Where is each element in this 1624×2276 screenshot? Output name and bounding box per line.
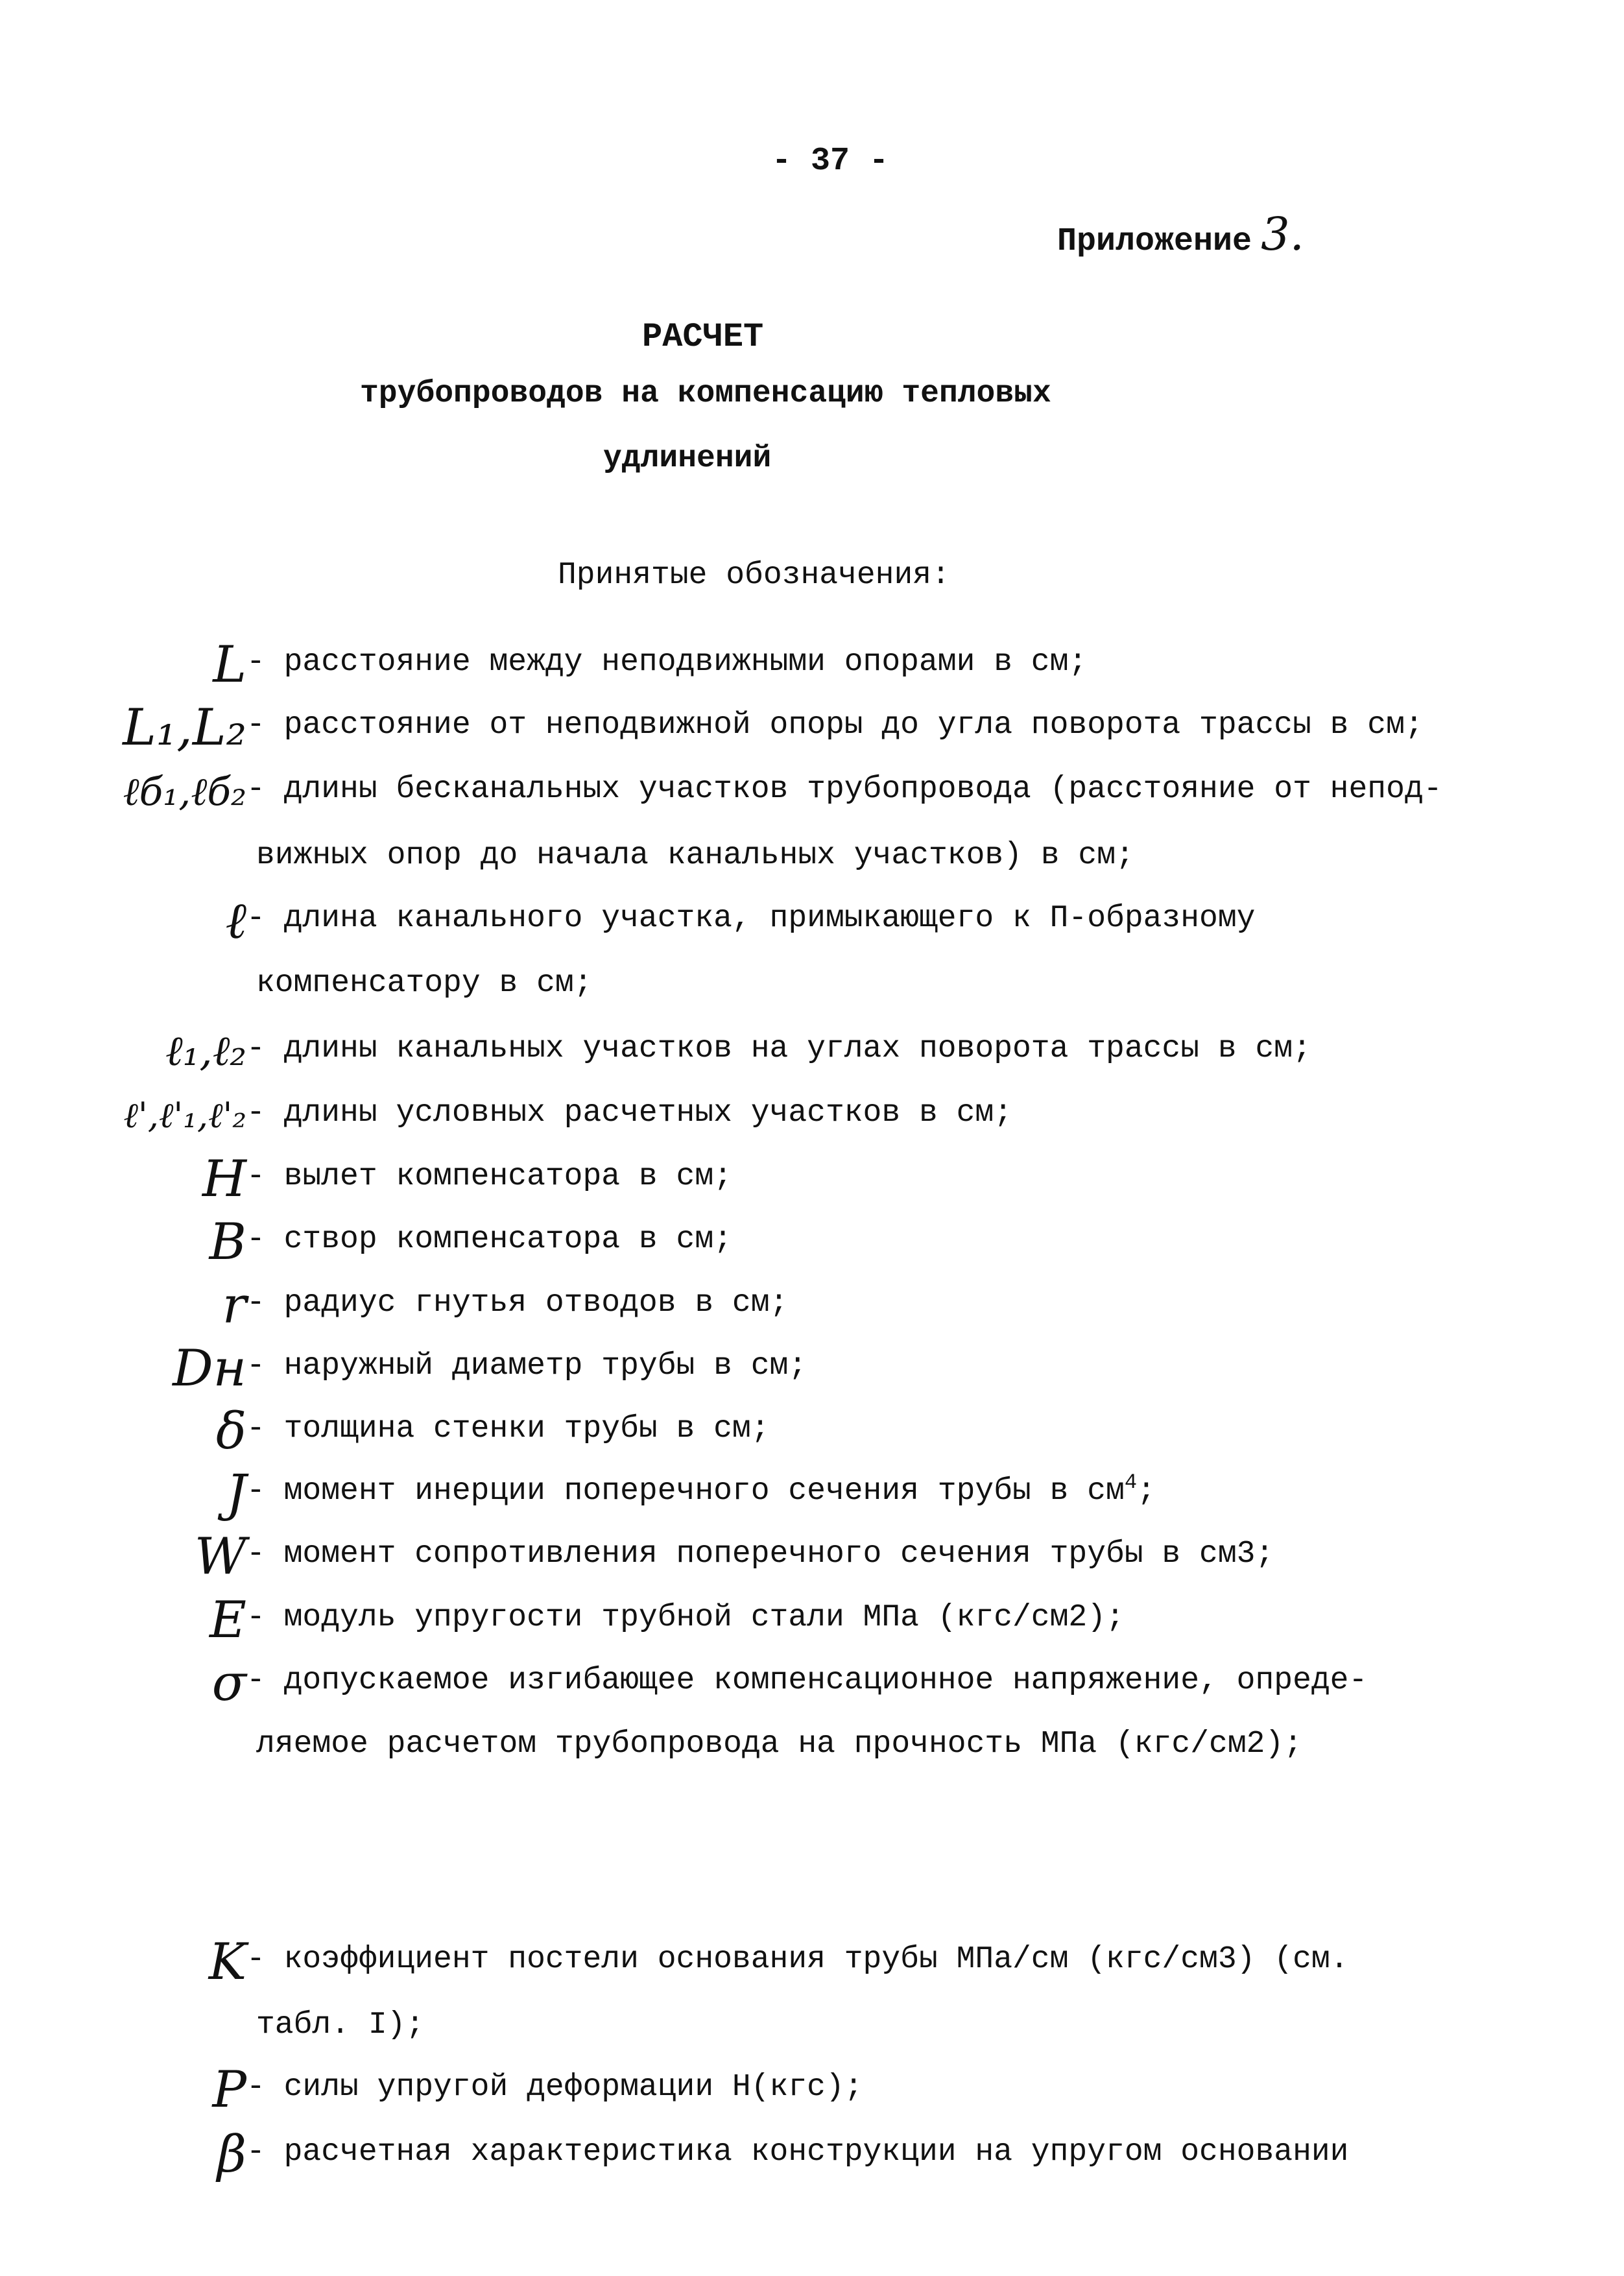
notation-item [0, 2057, 1624, 2122]
notation-description: - расстояние между неподвижными опорами в см; [246, 645, 1088, 680]
document-title: РАСЧЕТ [642, 318, 764, 356]
notation-description: - модуль упругости трубной стали МПа (кгс/см2); [246, 1600, 1125, 1635]
notation-item [0, 695, 1624, 760]
notation-description: - расчетная характеристика конструкции на упругом основании [246, 2135, 1349, 2170]
notation-symbol: P [212, 2061, 246, 2119]
notation-symbol: W [194, 1527, 246, 1586]
notation-symbol: ℓ',ℓ'₁,ℓ'₂ [123, 1095, 246, 1136]
notation-description: - толщина стенки трубы в см; [246, 1411, 770, 1446]
notation-symbol: E [209, 1591, 246, 1649]
notation-symbol: δ [216, 1402, 246, 1461]
notation-symbol: ℓ [225, 892, 246, 950]
notation-description: - створ компенсатора в см; [246, 1222, 732, 1257]
notation-item [0, 1210, 1624, 1275]
notation-item [0, 632, 1624, 697]
notation-description: - длины условных расчетных участков в см; [246, 1096, 1012, 1131]
notation-item [0, 889, 1624, 953]
notation-continuation: вижных опор до начала канальных участков) в см; [256, 838, 1134, 873]
superscript: 4 [1124, 1470, 1138, 1494]
notation-symbol: Dн [173, 1339, 246, 1398]
notation-symbol: K [208, 1933, 246, 1991]
notation-description [246, 1470, 1514, 1509]
notation-symbol: J [226, 1465, 246, 1523]
appendix-number: 3. [1261, 208, 1304, 261]
notation-item [0, 1651, 1624, 1716]
notation-item [0, 1930, 1624, 1994]
notation-symbol: σ [211, 1654, 246, 1712]
notation-symbol: H [202, 1150, 246, 1208]
notation-item [0, 2122, 1624, 2187]
notation-description: - наружный диаметр трубы в см; [246, 1348, 807, 1384]
notation-symbol: L₁,L₂ [123, 699, 246, 757]
notation-description: - момент сопротивления поперечного сечения трубы в см3; [246, 1537, 1274, 1572]
notation-symbol: B [209, 1213, 246, 1271]
notation-description-tail: ; [1137, 1474, 1156, 1509]
notation-continuation: компенсатору в см; [256, 966, 593, 1001]
notation-item [0, 1336, 1624, 1401]
notation-description: - коэффициент постели основания трубы МПа/см (кгс/см3) (см. [246, 1942, 1349, 1977]
notation-item [0, 1524, 1624, 1589]
notation-continuation: табл. I); [256, 2007, 425, 2042]
notation-item [0, 1399, 1624, 1464]
notation-symbol: L [213, 636, 246, 694]
notation-description: - силы упругой деформации Н(кгс); [246, 2070, 863, 2105]
notation-symbol: β [217, 2126, 246, 2184]
notation-description: - длины канальных участков на углах поворота трассы в см; [246, 1031, 1311, 1066]
notation-item [0, 760, 1624, 824]
notation-item [0, 1147, 1624, 1212]
appendix-label [1057, 208, 1304, 261]
notation-description: - длины бесканальных участков трубопровода (расстояние от непод- [246, 772, 1442, 807]
notation-description: - вылет компенсатора в см; [246, 1159, 732, 1194]
notation-symbol: ℓ₁,ℓ₂ [165, 1027, 246, 1075]
page-number: - 37 - [772, 143, 889, 180]
notation-description-text: - момент инерции поперечного сечения трубы в см [246, 1474, 1125, 1509]
document-subtitle-line-2: удлинений [603, 441, 772, 476]
document-subtitle-line-1: трубопроводов на компенсацию тепловых [360, 376, 1051, 411]
notation-item [0, 1588, 1624, 1653]
notation-continuation: ляемое расчетом трубопровода на прочность МПа (кгс/см2); [256, 1727, 1303, 1762]
notation-item [0, 1461, 1624, 1526]
appendix-label-text: Приложение [1057, 223, 1252, 260]
notation-item [0, 1019, 1624, 1084]
notation-description: - радиус гнутья отводов в см; [246, 1286, 789, 1321]
notation-description: - длина канального участка, примыкающего к П-образному [246, 901, 1256, 936]
notation-item [0, 1083, 1624, 1148]
notation-symbol: r [222, 1276, 246, 1335]
notation-description: - расстояние от неподвижной опоры до угла поворота трассы в см; [246, 708, 1424, 743]
notation-heading: Принятые обозначения: [558, 558, 950, 593]
notation-symbol: ℓб₁,ℓб₂ [123, 769, 246, 815]
notation-item [0, 1273, 1624, 1338]
notation-description: - допускаемое изгибающее компенсационное напряжение, опреде- [246, 1663, 1368, 1698]
